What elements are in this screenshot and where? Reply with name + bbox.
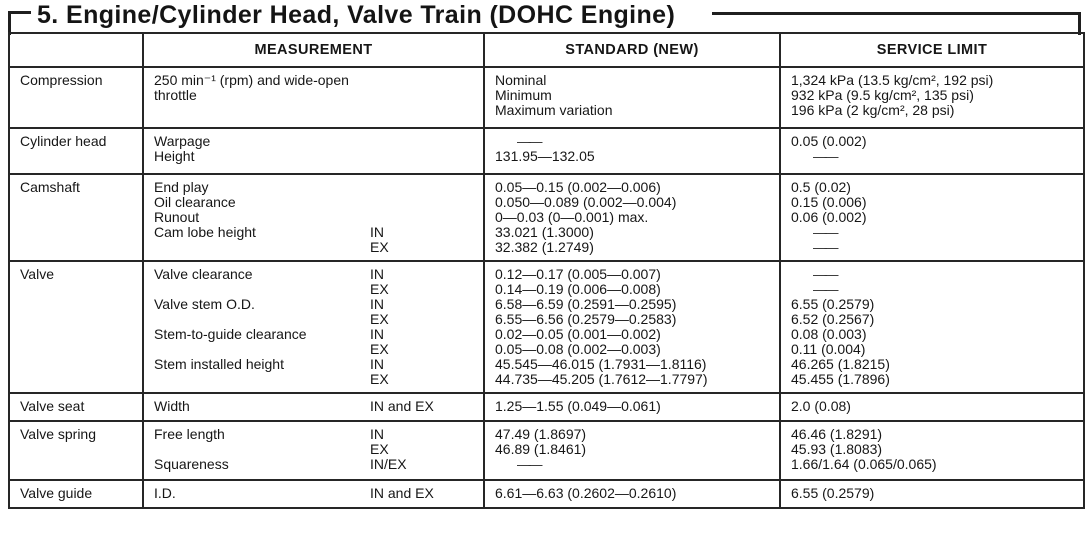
value-line: 0.02—0.05 (0.001—0.002): [495, 326, 661, 342]
measurement-line: [154, 73, 475, 103]
value-line: 0.06 (0.002): [791, 209, 867, 225]
value-line: 2.0 (0.08): [791, 398, 851, 414]
standard-cell: [484, 421, 780, 480]
measurement-label: [154, 372, 370, 387]
measurement-line: [154, 427, 475, 442]
measurement-label: Free length: [154, 426, 225, 442]
in-ex-designation: [370, 73, 475, 103]
service-limit-cell: [780, 174, 1084, 261]
in-ex-designation: EX: [370, 311, 389, 327]
value-line: Nominal: [495, 72, 547, 88]
service-limit-cell: [780, 421, 1084, 480]
measurement-line: [154, 399, 475, 414]
in-ex-designation: EX: [370, 239, 389, 255]
value-line: 45.93 (1.8083): [791, 441, 883, 457]
no-value-dash: ——: [813, 281, 836, 297]
header-row: [9, 33, 1084, 67]
title-bracket-horizontal: [8, 11, 31, 14]
measurement-line: [154, 297, 475, 312]
measurement-line: [154, 372, 475, 387]
measurement-cell: [143, 261, 484, 393]
header-service-limit: SERVICE LIMIT: [780, 33, 1084, 67]
measurement-line: [154, 457, 475, 472]
measurement-line: [154, 210, 475, 225]
measurement-cell: [143, 421, 484, 480]
value-line: 196 kPa (2 kg/cm², 28 psi): [791, 102, 955, 118]
table-row: [9, 261, 1084, 393]
title-rule: [712, 12, 1081, 15]
spec-table-header: [9, 33, 1084, 67]
in-ex-designation: IN and EX: [370, 485, 434, 501]
value-line: 0.08 (0.003): [791, 326, 867, 342]
component-cell: Cylinder head: [9, 128, 143, 174]
value-line: 6.55—6.56 (0.2579—0.2583): [495, 311, 677, 327]
value-line: 45.455 (1.7896): [791, 371, 890, 387]
standard-cell: [484, 128, 780, 174]
in-ex-designation: IN/EX: [370, 456, 407, 472]
component-cell: Valve: [9, 261, 143, 393]
value-line: 0.12—0.17 (0.005—0.007): [495, 266, 661, 282]
in-ex-designation: IN: [370, 224, 384, 240]
value-line: 0.11 (0.004): [791, 341, 866, 357]
header-measurement: MEASUREMENT: [143, 33, 484, 67]
table-row: [9, 174, 1084, 261]
no-value-dash: ——: [813, 224, 836, 240]
value-line: 0—0.03 (0—0.001) max.: [495, 209, 649, 225]
value-line: 45.545—46.015 (1.7931—1.8116): [495, 356, 707, 372]
measurement-label: Squareness: [154, 456, 229, 472]
no-value-dash: ——: [517, 456, 540, 472]
table-row: [9, 393, 1084, 421]
measurement-label: Stem installed height: [154, 356, 284, 372]
spec-table-body: [9, 67, 1084, 508]
value-line: 0.15 (0.006): [791, 194, 867, 210]
service-limit-cell: [780, 67, 1084, 128]
measurement-label: Runout: [154, 209, 200, 225]
in-ex-designation: IN and EX: [370, 398, 434, 414]
measurement-label: I.D.: [154, 485, 176, 501]
measurement-line: [154, 327, 475, 342]
measurement-cell: [143, 128, 484, 174]
in-ex-designation: IN: [370, 426, 384, 442]
in-ex-designation: EX: [370, 371, 389, 387]
standard-cell: [484, 174, 780, 261]
in-ex-designation: IN: [370, 356, 384, 372]
measurement-label: [154, 442, 370, 457]
measurement-label: 250 min⁻¹ (rpm) and wide-open throttle: [154, 72, 349, 103]
in-ex-designation: EX: [370, 441, 389, 457]
header-standard-new: STANDARD (NEW): [484, 33, 780, 67]
value-line: 932 kPa (9.5 kg/cm², 135 psi): [791, 87, 974, 103]
no-value-dash: ——: [813, 148, 836, 164]
spec-table: [8, 32, 1085, 509]
measurement-line: [154, 312, 475, 327]
value-line: 1.25—1.55 (0.049—0.061): [495, 398, 661, 414]
measurement-label: Stem-to-guide clearance: [154, 326, 307, 342]
value-line: 33.021 (1.3000): [495, 224, 594, 240]
measurement-label: Oil clearance: [154, 194, 236, 210]
component-cell: Valve spring: [9, 421, 143, 480]
measurement-label: [154, 312, 370, 327]
in-ex-designation: [370, 210, 475, 225]
measurement-line: [154, 357, 475, 372]
measurement-label: Cam lobe height: [154, 224, 256, 240]
in-ex-designation: [370, 149, 475, 164]
value-line: 6.55 (0.2579): [791, 485, 875, 501]
standard-cell: [484, 261, 780, 393]
measurement-line: [154, 195, 475, 210]
value-line: 6.55 (0.2579): [791, 296, 875, 312]
service-limit-cell: [780, 128, 1084, 174]
service-limit-cell: [780, 393, 1084, 421]
value-line: 6.61—6.63 (0.2602—0.2610): [495, 485, 677, 501]
table-row: [9, 67, 1084, 128]
standard-cell: [484, 480, 780, 508]
value-line: 0.05—0.15 (0.002—0.006): [495, 179, 661, 195]
measurement-line: [154, 486, 475, 501]
standard-cell: [484, 393, 780, 421]
table-row: [9, 128, 1084, 174]
service-limit-cell: [780, 480, 1084, 508]
value-line: 46.89 (1.8461): [495, 441, 587, 457]
value-line: 0.050—0.089 (0.002—0.004): [495, 194, 677, 210]
in-ex-designation: IN: [370, 266, 384, 282]
header-component: [9, 33, 143, 67]
measurement-label: Valve clearance: [154, 266, 253, 282]
value-line: Minimum: [495, 87, 552, 103]
measurement-label: [154, 240, 370, 255]
value-line: 32.382 (1.2749): [495, 239, 594, 255]
in-ex-designation: EX: [370, 341, 389, 357]
component-cell: Valve guide: [9, 480, 143, 508]
measurement-line: [154, 282, 475, 297]
measurement-cell: [143, 480, 484, 508]
table-row: [9, 421, 1084, 480]
in-ex-designation: [370, 180, 475, 195]
service-limit-cell: [780, 261, 1084, 393]
measurement-line: [154, 442, 475, 457]
measurement-cell: [143, 393, 484, 421]
in-ex-designation: IN: [370, 296, 384, 312]
value-line: 46.265 (1.8215): [791, 356, 890, 372]
value-line: 44.735—45.205 (1.7612—1.7797): [495, 371, 708, 387]
measurement-line: [154, 342, 475, 357]
standard-cell: [484, 67, 780, 128]
measurement-line: [154, 180, 475, 195]
measurement-label: Width: [154, 398, 190, 414]
in-ex-designation: [370, 195, 475, 210]
no-value-dash: ——: [813, 266, 836, 282]
value-line: 1.66/1.64 (0.065/0.065): [791, 456, 937, 472]
measurement-line: [154, 240, 475, 255]
measurement-label: Valve stem O.D.: [154, 296, 255, 312]
measurement-label: Height: [154, 148, 195, 164]
measurement-line: [154, 134, 475, 149]
measurement-cell: [143, 174, 484, 261]
page-title: 5. Engine/Cylinder Head, Valve Train (DOHC Engine): [37, 1, 676, 29]
value-line: 6.58—6.59 (0.2591—0.2595): [495, 296, 677, 312]
measurement-label: Warpage: [154, 133, 211, 149]
value-line: 0.14—0.19 (0.006—0.008): [495, 281, 661, 297]
value-line: 1,324 kPa (13.5 kg/cm², 192 psi): [791, 72, 994, 88]
value-line: 46.46 (1.8291): [791, 426, 883, 442]
in-ex-designation: IN: [370, 326, 384, 342]
no-value-dash: ——: [813, 239, 836, 255]
measurement-line: [154, 225, 475, 240]
value-line: Maximum variation: [495, 102, 613, 118]
measurement-line: [154, 267, 475, 282]
measurement-label: End play: [154, 179, 209, 195]
value-line: 131.95—132.05: [495, 148, 595, 164]
no-value-dash: ——: [517, 133, 540, 149]
measurement-label: [154, 342, 370, 357]
in-ex-designation: EX: [370, 281, 389, 297]
component-cell: Camshaft: [9, 174, 143, 261]
value-line: 47.49 (1.8697): [495, 426, 587, 442]
value-line: 0.05 (0.002): [791, 133, 867, 149]
component-cell: Compression: [9, 67, 143, 128]
in-ex-designation: [370, 134, 475, 149]
value-line: 0.05—0.08 (0.002—0.003): [495, 341, 661, 357]
measurement-line: [154, 149, 475, 164]
measurement-cell: [143, 67, 484, 128]
value-line: 6.52 (0.2567): [791, 311, 875, 327]
table-row: [9, 480, 1084, 508]
value-line: 0.5 (0.02): [791, 179, 851, 195]
component-cell: Valve seat: [9, 393, 143, 421]
measurement-label: [154, 282, 370, 297]
